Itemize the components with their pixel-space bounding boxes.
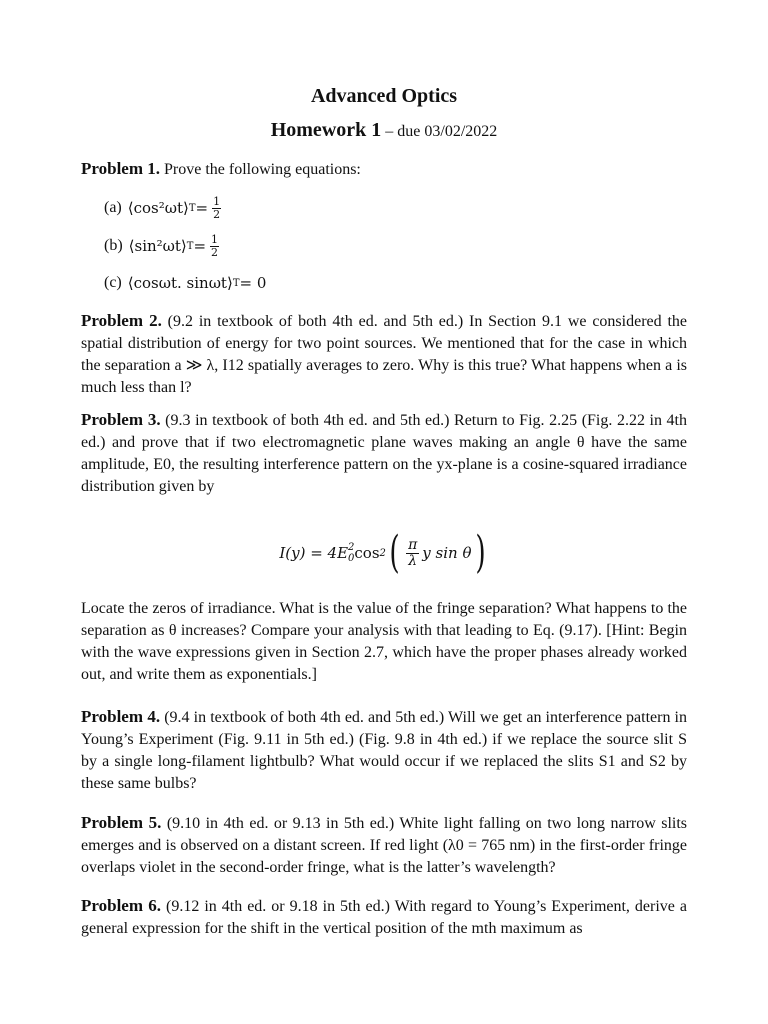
problem-1-text: Prove the following equations: bbox=[160, 161, 361, 178]
equation-a-sub: T bbox=[188, 202, 196, 214]
equation-b-label: (b) bbox=[104, 237, 123, 254]
formula-fraction bbox=[406, 538, 419, 569]
fraction-denominator: 2 bbox=[211, 245, 219, 259]
equation-c-zero: = 0 bbox=[239, 274, 267, 292]
equation-b-expr: ⟨sin²ωt⟩ bbox=[128, 237, 187, 255]
left-paren: ( bbox=[389, 527, 400, 578]
problem-2-text: (9.2 in textbook of both 4th ed. and 5th ed.) In Section 9.1 we considered the spatial distribution of energy for two point sources. We mentioned that for the case in which the separation a ≫ λ, I12 spatially averages to zero. Why is this true? What happens when a is much less than l? bbox=[81, 313, 687, 396]
equation-b-fraction bbox=[210, 234, 219, 259]
equation-c-label: (c) bbox=[104, 274, 122, 291]
formula-sub: 0 bbox=[348, 553, 355, 564]
equation-a-expr: ⟨cos²ωt⟩ bbox=[127, 199, 189, 217]
problem-3-text: (9.3 in textbook of both 4th ed. and 5th ed.) Return to Fig. 2.25 (Fig. 2.22 in 4th ed.) and prove that if two electromagnetic plane waves making an angle θ have the same amplitude, E0, the resulting interference pattern on the yx-plane is a cosine-squared irradiance distribution given by bbox=[81, 412, 687, 495]
equation-c bbox=[104, 268, 266, 298]
equation-c-sub: T bbox=[232, 277, 240, 289]
problem-4-text: (9.4 in textbook of both 4th ed. and 5th ed.) Will we get an interference pattern in Young’s Experiment (Fig. 9.11 in 5th ed.) (Fig. 9.8 in 4th ed.) if we replace the source slit S by a single long-filament lightbulb? What would occur if we replaced the slits S1 and S2 by these same bulbs? bbox=[81, 709, 688, 792]
problem-5-label: Problem 5. bbox=[81, 813, 162, 832]
problem-6-label: Problem 6. bbox=[81, 896, 162, 915]
formula-pi: π bbox=[408, 536, 418, 553]
problem-5 bbox=[81, 812, 687, 879]
fraction-numerator: 1 bbox=[213, 194, 221, 208]
equation-a bbox=[104, 193, 221, 223]
problem-3-label: Problem 3. bbox=[81, 410, 161, 429]
homework-title bbox=[0, 119, 768, 142]
formula-lhs: I(y) = 4E bbox=[279, 544, 349, 562]
fraction-denominator: 2 bbox=[213, 207, 221, 221]
problem-5-text: (9.10 in 4th ed. or 9.13 in 5th ed.) White light falling on two long narrow slits emerges and is observed on a distant screen. If red light (λ0 = 765 nm) in the first-order fringe overlaps violet in the second-order fringe, what is the latter’s wavelength? bbox=[81, 815, 688, 876]
equation-b-sub: T bbox=[186, 240, 194, 252]
problem-3 bbox=[81, 409, 687, 498]
formula-sup: 2 bbox=[348, 542, 355, 553]
irradiance-formula bbox=[0, 528, 768, 578]
equation-a-fraction bbox=[212, 196, 221, 221]
equation-a-equals: = bbox=[195, 199, 209, 217]
due-date: – due 03/02/2022 bbox=[381, 123, 498, 140]
course-title: Advanced Optics bbox=[310, 85, 458, 107]
problem-1 bbox=[81, 158, 687, 181]
problem-2 bbox=[81, 310, 687, 399]
equation-a-label: (a) bbox=[104, 199, 122, 216]
problem-6 bbox=[81, 895, 687, 940]
problem-4 bbox=[81, 706, 687, 795]
formula-tail: y sin θ bbox=[422, 544, 472, 562]
equation-b bbox=[104, 231, 219, 261]
problem-2-label: Problem 2. bbox=[81, 311, 162, 330]
equation-c-expr: ⟨cosωt. sinωt⟩ bbox=[127, 274, 233, 292]
problem-3-continued: Locate the zeros of irradiance. What is the value of the fringe separation? What happens to the separation as θ increases? Compare your analysis with that leading to Eq. (9.17). [Hint: Begin with the wave expressions given in Section 2.7, which have the proper phases already worked out, and write them as exponentials.] bbox=[81, 600, 687, 683]
formula-lambda: λ bbox=[408, 552, 418, 569]
problem-6-text: (9.12 in 4th ed. or 9.18 in 5th ed.) With regard to Young’s Experiment, derive a general expression for the shift in the vertical position of the mth maximum as bbox=[81, 898, 687, 937]
problem-4-label: Problem 4. bbox=[81, 707, 161, 726]
problem-1-label: Problem 1. bbox=[81, 159, 161, 178]
fraction-numerator: 1 bbox=[211, 232, 219, 246]
homework-label: Homework 1 bbox=[270, 119, 382, 141]
equation-b-equals: = bbox=[193, 237, 207, 255]
right-paren: ) bbox=[474, 527, 486, 578]
formula-cos: cos bbox=[354, 544, 380, 562]
formula-cos-sup: 2 bbox=[379, 547, 386, 559]
